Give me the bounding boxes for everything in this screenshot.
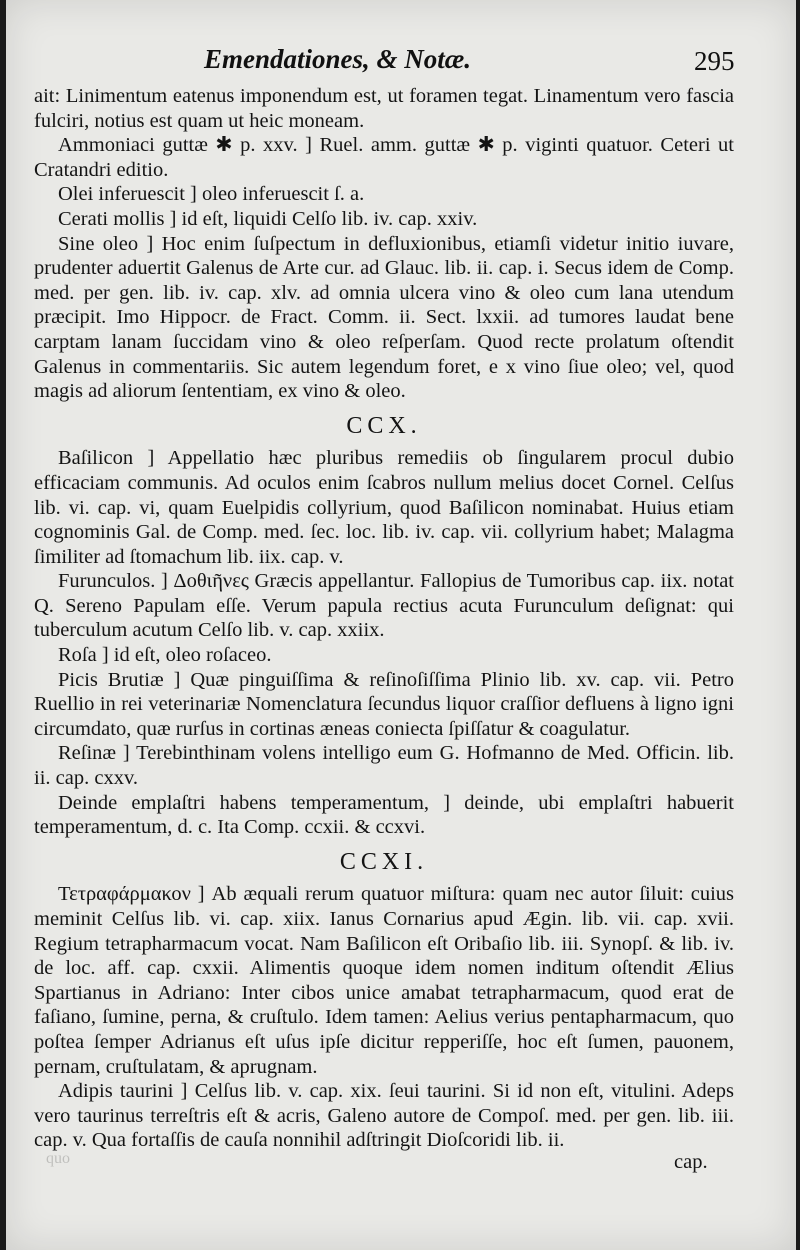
paragraph: Τετραφάρμακον ] Ab æquali rerum quatuor miſtura: quam nec autor ſiluit: cuius meminit Celſus lib. vi. cap. xiix. Ianus Cornarius apud Ægin. lib. vii. cap. xvii. Regium tetrapharmacum vocat. Nam Baſilicon eſt Oribaſio lib. iii. Synopſ. & lib. iv. de loc. aff. cap. cxxii. Alimentis quoque idem nomen inditum oſtendit Ælius Spartianus in Adriano: Inter cibos unice amabat tetrapharmacum, quod erat de faſiano, ſumine, perna, & cruſtulo. Idem tamen: Aelius verius pentapharmacum, quo poſtea ſemper Adrianus eſt uſus ipſe dicitur repperiſſe, hoc eſt ſumen, pauonem, pernam, cruſtulatam, & aprugnam. <box>34 883 734 1078</box>
paragraph: Reſinæ ] Terebinthinam volens intelligo eum G. Hofmanno de Med. Officin. lib. ii. cap. cxxv. <box>34 742 734 790</box>
paragraph: Baſilicon ] Appellatio hæc pluribus remediis ob ſingularem procul dubio efficaciam communis. Ad oculos enim ſcabros nullum melius docet Cornel. Celſus lib. vi. cap. vi, quam Euelpidis collyrium, quod Baſilicon nominabat. Huius etiam cognominis Gal. de Comp. med. ſec. loc. lib. iv. cap. vii. collyrium habet; Malagma ſimiliter ad ſtomachum lib. iix. cap. v. <box>34 447 734 568</box>
book-page <box>6 0 796 1250</box>
bleed-through-text: quo <box>46 1150 70 1167</box>
section-heading: CCXI. <box>339 848 429 875</box>
paragraph: Cerati mollis ] id eſt, liquidi Celſo lib. iv. cap. xxiv. <box>58 207 478 230</box>
paragraph: Roſa ] id eſt, oleo roſaceo. <box>58 644 272 667</box>
section-heading: CCX. <box>346 412 422 439</box>
catchword: cap. <box>674 1151 708 1173</box>
page-number: 295 <box>694 46 735 76</box>
paragraph: Adipis taurini ] Celſus lib. v. cap. xix. ſeui taurini. Si id non eſt, vitulini. Adeps vero taurinus terreſtris eſt & acris, Galeno autore de Compoſ. med. per gen. lib. iii. cap. v. Qua fortaſſis de cauſa nonnihil adſtringit Dioſcoridi lib. ii. <box>34 1080 734 1152</box>
paragraph: Sine oleo ] Hoc enim ſuſpectum in defluxionibus, etiamſi videtur initio iuvare, prudenter aduertit Galenus de Arte cur. ad Glauc. lib. ii. cap. i. Secus idem de Comp. med. per gen. lib. iv. cap. xlv. ad omnia ulcera vino & oleo cum lana utendum præcipit. Imo Hippocr. de Fract. Comm. ii. Sect. lxxii. ad tumores laudat bene carptam lanam ſuccidam vino & oleo reſperſam. Quod recte prolatum oſtendit Galenus in commentariis. Sic autem legendum foret, e x vino ſiue oleo; vel, quod magis ad aliorum ſententiam, ex vino & oleo. <box>34 232 734 403</box>
running-head: Emendationes, & Notæ. <box>204 44 472 74</box>
paragraph: Picis Brutiæ ] Quæ pinguiſſima & reſinoſiſſima Plinio lib. xv. cap. vii. Petro Ruellio in rei veterinariæ Nomenclatura ſecundus liquor craſſior defluens à ligno igni circumdato, quæ rurſus in cortinas æneas coniecta ſpiſſatur & coagulatur. <box>34 668 734 740</box>
text-block <box>34 84 734 1153</box>
paragraph: Furunculos. ] Δοθιῆνες Græcis appellantur. Fallopius de Tumoribus cap. iix. notat Q. Sereno Papulam eſſe. Verum papula rectius acuta Furunculum deſignat: qui tuberculum acutum Celſo lib. v. cap. xxiix. <box>34 570 734 642</box>
paragraph: ait: Linimentum eatenus imponendum est, ut foramen tegat. Linamentum vero fascia fulciri, notius est quam ut heic moneam. <box>34 85 734 132</box>
paragraph: Ammoniaci guttæ ✱ p. xxv. ] Ruel. amm. guttæ ✱ p. viginti quatuor. Ceteri ut Cratandri editio. <box>34 134 734 181</box>
page-header <box>6 44 796 84</box>
paragraph: Olei inferuescit ] oleo inferuescit ſ. a. <box>58 183 365 206</box>
paragraph: Deinde emplaſtri habens temperamentum, ] deinde, ubi emplaſtri habuerit temperamentum, d. c. Ita Comp. ccxii. & ccxvi. <box>34 791 734 839</box>
